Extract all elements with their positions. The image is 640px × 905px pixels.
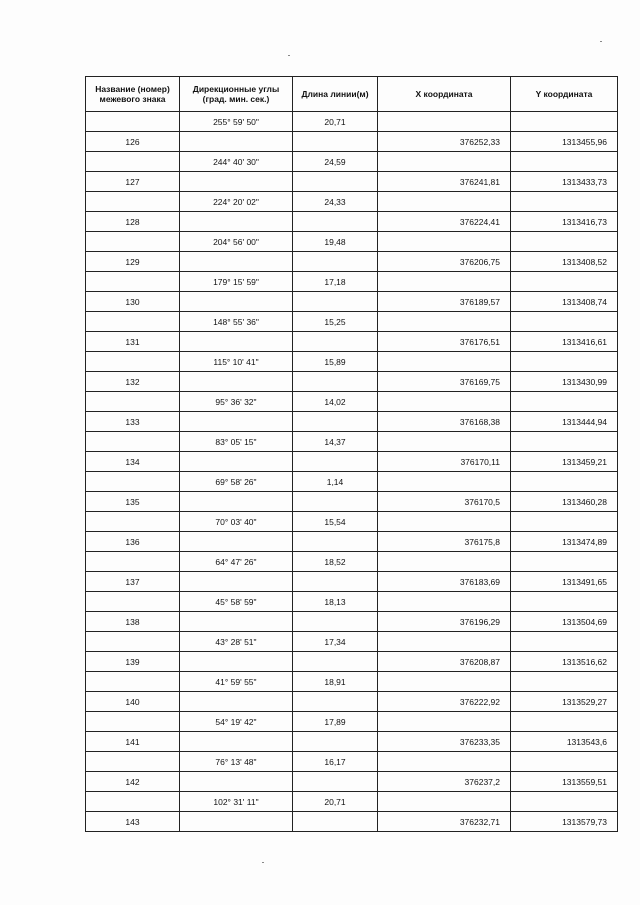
- empty-cell: [511, 512, 618, 532]
- empty-cell: [293, 812, 378, 832]
- bearing-cell: 83° 05' 15": [180, 432, 293, 452]
- header-row: [86, 77, 618, 112]
- point-row: [86, 532, 618, 552]
- empty-cell: [293, 412, 378, 432]
- x-coordinate-cell: 376222,92: [378, 692, 511, 712]
- empty-cell: [86, 472, 180, 492]
- point-row: [86, 332, 618, 352]
- empty-cell: [180, 732, 293, 752]
- table-body: [86, 112, 618, 832]
- scan-speck: [288, 55, 290, 56]
- header-y-coordinate: Y координата: [511, 77, 618, 112]
- empty-cell: [86, 592, 180, 612]
- length-cell: 24,59: [293, 152, 378, 172]
- empty-cell: [511, 712, 618, 732]
- marker-name-cell: 140: [86, 692, 180, 712]
- length-cell: 20,71: [293, 792, 378, 812]
- empty-cell: [180, 652, 293, 672]
- bearing-cell: 69° 58' 26": [180, 472, 293, 492]
- empty-cell: [378, 392, 511, 412]
- x-coordinate-cell: 376176,51: [378, 332, 511, 352]
- empty-cell: [378, 432, 511, 452]
- empty-cell: [86, 752, 180, 772]
- point-row: [86, 772, 618, 792]
- boundary-coordinates-table: [85, 76, 618, 832]
- empty-cell: [180, 332, 293, 352]
- x-coordinate-cell: 376232,71: [378, 812, 511, 832]
- bearing-cell: 244° 40' 30": [180, 152, 293, 172]
- point-row: [86, 692, 618, 712]
- empty-cell: [378, 712, 511, 732]
- x-coordinate-cell: 376233,35: [378, 732, 511, 752]
- empty-cell: [180, 412, 293, 432]
- empty-cell: [86, 632, 180, 652]
- empty-cell: [378, 352, 511, 372]
- empty-cell: [511, 632, 618, 652]
- empty-cell: [293, 772, 378, 792]
- segment-row: [86, 312, 618, 332]
- header-line-length: Длина линии(м): [293, 77, 378, 112]
- header-bearing: Дирекционные углы (град. мин. сек.): [180, 77, 293, 112]
- empty-cell: [293, 532, 378, 552]
- empty-cell: [180, 532, 293, 552]
- length-cell: 17,89: [293, 712, 378, 732]
- x-coordinate-cell: 376208,87: [378, 652, 511, 672]
- marker-name-cell: 136: [86, 532, 180, 552]
- empty-cell: [180, 292, 293, 312]
- point-row: [86, 212, 618, 232]
- empty-cell: [180, 612, 293, 632]
- length-cell: 20,71: [293, 112, 378, 132]
- empty-cell: [293, 692, 378, 712]
- empty-cell: [378, 792, 511, 812]
- point-row: [86, 612, 618, 632]
- point-row: [86, 572, 618, 592]
- x-coordinate-cell: 376241,81: [378, 172, 511, 192]
- y-coordinate-cell: 1313579,73: [511, 812, 618, 832]
- x-coordinate-cell: 376170,11: [378, 452, 511, 472]
- y-coordinate-cell: 1313543,6: [511, 732, 618, 752]
- empty-cell: [511, 432, 618, 452]
- x-coordinate-cell: 376237,2: [378, 772, 511, 792]
- empty-cell: [86, 352, 180, 372]
- segment-row: [86, 512, 618, 532]
- empty-cell: [293, 652, 378, 672]
- length-cell: 17,34: [293, 632, 378, 652]
- x-coordinate-cell: 376170,5: [378, 492, 511, 512]
- segment-row: [86, 232, 618, 252]
- length-cell: 24,33: [293, 192, 378, 212]
- header-x-coordinate: X координата: [378, 77, 511, 112]
- empty-cell: [293, 572, 378, 592]
- empty-cell: [511, 752, 618, 772]
- y-coordinate-cell: 1313430,99: [511, 372, 618, 392]
- marker-name-cell: 130: [86, 292, 180, 312]
- empty-cell: [86, 792, 180, 812]
- length-cell: 18,91: [293, 672, 378, 692]
- marker-name-cell: 138: [86, 612, 180, 632]
- bearing-cell: 224° 20' 02": [180, 192, 293, 212]
- point-row: [86, 292, 618, 312]
- bearing-cell: 41° 59' 55": [180, 672, 293, 692]
- marker-name-cell: 143: [86, 812, 180, 832]
- empty-cell: [293, 452, 378, 472]
- bearing-cell: 64° 47' 26": [180, 552, 293, 572]
- y-coordinate-cell: 1313529,27: [511, 692, 618, 712]
- y-coordinate-cell: 1313504,69: [511, 612, 618, 632]
- x-coordinate-cell: 376252,33: [378, 132, 511, 152]
- marker-name-cell: 126: [86, 132, 180, 152]
- marker-name-cell: 127: [86, 172, 180, 192]
- empty-cell: [293, 292, 378, 312]
- length-cell: 17,18: [293, 272, 378, 292]
- y-coordinate-cell: 1313460,28: [511, 492, 618, 512]
- empty-cell: [180, 372, 293, 392]
- scan-speck: [600, 41, 602, 42]
- marker-name-cell: 141: [86, 732, 180, 752]
- empty-cell: [180, 812, 293, 832]
- x-coordinate-cell: 376189,57: [378, 292, 511, 312]
- x-coordinate-cell: 376168,38: [378, 412, 511, 432]
- segment-row: [86, 112, 618, 132]
- y-coordinate-cell: 1313459,21: [511, 452, 618, 472]
- empty-cell: [511, 192, 618, 212]
- length-cell: 15,25: [293, 312, 378, 332]
- segment-row: [86, 632, 618, 652]
- marker-name-cell: 132: [86, 372, 180, 392]
- empty-cell: [511, 472, 618, 492]
- point-row: [86, 492, 618, 512]
- y-coordinate-cell: 1313416,73: [511, 212, 618, 232]
- marker-name-cell: 142: [86, 772, 180, 792]
- point-row: [86, 372, 618, 392]
- length-cell: 15,54: [293, 512, 378, 532]
- point-row: [86, 652, 618, 672]
- y-coordinate-cell: 1313516,62: [511, 652, 618, 672]
- x-coordinate-cell: 376196,29: [378, 612, 511, 632]
- length-cell: 18,52: [293, 552, 378, 572]
- y-coordinate-cell: 1313455,96: [511, 132, 618, 152]
- empty-cell: [86, 192, 180, 212]
- empty-cell: [378, 312, 511, 332]
- marker-name-cell: 137: [86, 572, 180, 592]
- empty-cell: [180, 132, 293, 152]
- empty-cell: [378, 672, 511, 692]
- empty-cell: [378, 112, 511, 132]
- empty-cell: [180, 452, 293, 472]
- empty-cell: [378, 752, 511, 772]
- bearing-cell: 179° 15' 59": [180, 272, 293, 292]
- empty-cell: [511, 232, 618, 252]
- empty-cell: [511, 672, 618, 692]
- segment-row: [86, 792, 618, 812]
- point-row: [86, 452, 618, 472]
- segment-row: [86, 152, 618, 172]
- empty-cell: [378, 152, 511, 172]
- empty-cell: [378, 272, 511, 292]
- y-coordinate-cell: 1313474,89: [511, 532, 618, 552]
- point-row: [86, 132, 618, 152]
- empty-cell: [511, 272, 618, 292]
- empty-cell: [86, 392, 180, 412]
- length-cell: 19,48: [293, 232, 378, 252]
- y-coordinate-cell: 1313559,51: [511, 772, 618, 792]
- empty-cell: [293, 492, 378, 512]
- empty-cell: [511, 792, 618, 812]
- marker-name-cell: 128: [86, 212, 180, 232]
- empty-cell: [293, 252, 378, 272]
- bearing-cell: 148° 55' 36": [180, 312, 293, 332]
- segment-row: [86, 392, 618, 412]
- bearing-cell: 70° 03' 40": [180, 512, 293, 532]
- empty-cell: [511, 392, 618, 412]
- empty-cell: [86, 432, 180, 452]
- x-coordinate-cell: 376206,75: [378, 252, 511, 272]
- bearing-cell: 43° 28' 51": [180, 632, 293, 652]
- empty-cell: [180, 692, 293, 712]
- empty-cell: [86, 112, 180, 132]
- marker-name-cell: 135: [86, 492, 180, 512]
- y-coordinate-cell: 1313408,74: [511, 292, 618, 312]
- length-cell: 14,37: [293, 432, 378, 452]
- bearing-cell: 255° 59' 50": [180, 112, 293, 132]
- y-coordinate-cell: 1313433,73: [511, 172, 618, 192]
- empty-cell: [378, 192, 511, 212]
- empty-cell: [180, 492, 293, 512]
- empty-cell: [378, 592, 511, 612]
- point-row: [86, 812, 618, 832]
- empty-cell: [293, 172, 378, 192]
- empty-cell: [511, 112, 618, 132]
- bearing-cell: 102° 31' 11": [180, 792, 293, 812]
- segment-row: [86, 592, 618, 612]
- length-cell: 14,02: [293, 392, 378, 412]
- segment-row: [86, 752, 618, 772]
- empty-cell: [378, 632, 511, 652]
- bearing-cell: 204° 56' 00": [180, 232, 293, 252]
- point-row: [86, 252, 618, 272]
- segment-row: [86, 432, 618, 452]
- bearing-cell: 54° 19' 42": [180, 712, 293, 732]
- length-cell: 18,13: [293, 592, 378, 612]
- empty-cell: [511, 552, 618, 572]
- segment-row: [86, 192, 618, 212]
- marker-name-cell: 139: [86, 652, 180, 672]
- y-coordinate-cell: 1313416,61: [511, 332, 618, 352]
- empty-cell: [180, 772, 293, 792]
- empty-cell: [378, 232, 511, 252]
- scan-speck: [262, 862, 264, 863]
- empty-cell: [180, 252, 293, 272]
- segment-row: [86, 672, 618, 692]
- empty-cell: [378, 512, 511, 532]
- segment-row: [86, 712, 618, 732]
- bearing-cell: 115° 10' 41": [180, 352, 293, 372]
- empty-cell: [293, 612, 378, 632]
- segment-row: [86, 352, 618, 372]
- empty-cell: [86, 232, 180, 252]
- marker-name-cell: 131: [86, 332, 180, 352]
- header-marker-name: Название (номер) межевого знака: [86, 77, 180, 112]
- empty-cell: [180, 212, 293, 232]
- empty-cell: [86, 272, 180, 292]
- empty-cell: [86, 512, 180, 532]
- marker-name-cell: 133: [86, 412, 180, 432]
- empty-cell: [511, 312, 618, 332]
- x-coordinate-cell: 376183,69: [378, 572, 511, 592]
- empty-cell: [511, 592, 618, 612]
- x-coordinate-cell: 376169,75: [378, 372, 511, 392]
- point-row: [86, 172, 618, 192]
- segment-row: [86, 272, 618, 292]
- length-cell: 15,89: [293, 352, 378, 372]
- empty-cell: [86, 152, 180, 172]
- y-coordinate-cell: 1313408,52: [511, 252, 618, 272]
- y-coordinate-cell: 1313491,65: [511, 572, 618, 592]
- bearing-cell: 95° 36' 32": [180, 392, 293, 412]
- length-cell: 1,14: [293, 472, 378, 492]
- bearing-cell: 45° 58' 59": [180, 592, 293, 612]
- segment-row: [86, 552, 618, 572]
- empty-cell: [511, 152, 618, 172]
- empty-cell: [86, 312, 180, 332]
- empty-cell: [86, 672, 180, 692]
- empty-cell: [180, 172, 293, 192]
- segment-row: [86, 472, 618, 492]
- empty-cell: [378, 552, 511, 572]
- x-coordinate-cell: 376224,41: [378, 212, 511, 232]
- x-coordinate-cell: 376175,8: [378, 532, 511, 552]
- empty-cell: [293, 372, 378, 392]
- length-cell: 16,17: [293, 752, 378, 772]
- empty-cell: [293, 212, 378, 232]
- y-coordinate-cell: 1313444,94: [511, 412, 618, 432]
- empty-cell: [511, 352, 618, 372]
- empty-cell: [293, 732, 378, 752]
- point-row: [86, 732, 618, 752]
- empty-cell: [86, 552, 180, 572]
- bearing-cell: 76° 13' 48": [180, 752, 293, 772]
- marker-name-cell: 134: [86, 452, 180, 472]
- empty-cell: [86, 712, 180, 732]
- empty-cell: [293, 332, 378, 352]
- empty-cell: [180, 572, 293, 592]
- point-row: [86, 412, 618, 432]
- marker-name-cell: 129: [86, 252, 180, 272]
- empty-cell: [293, 132, 378, 152]
- empty-cell: [378, 472, 511, 492]
